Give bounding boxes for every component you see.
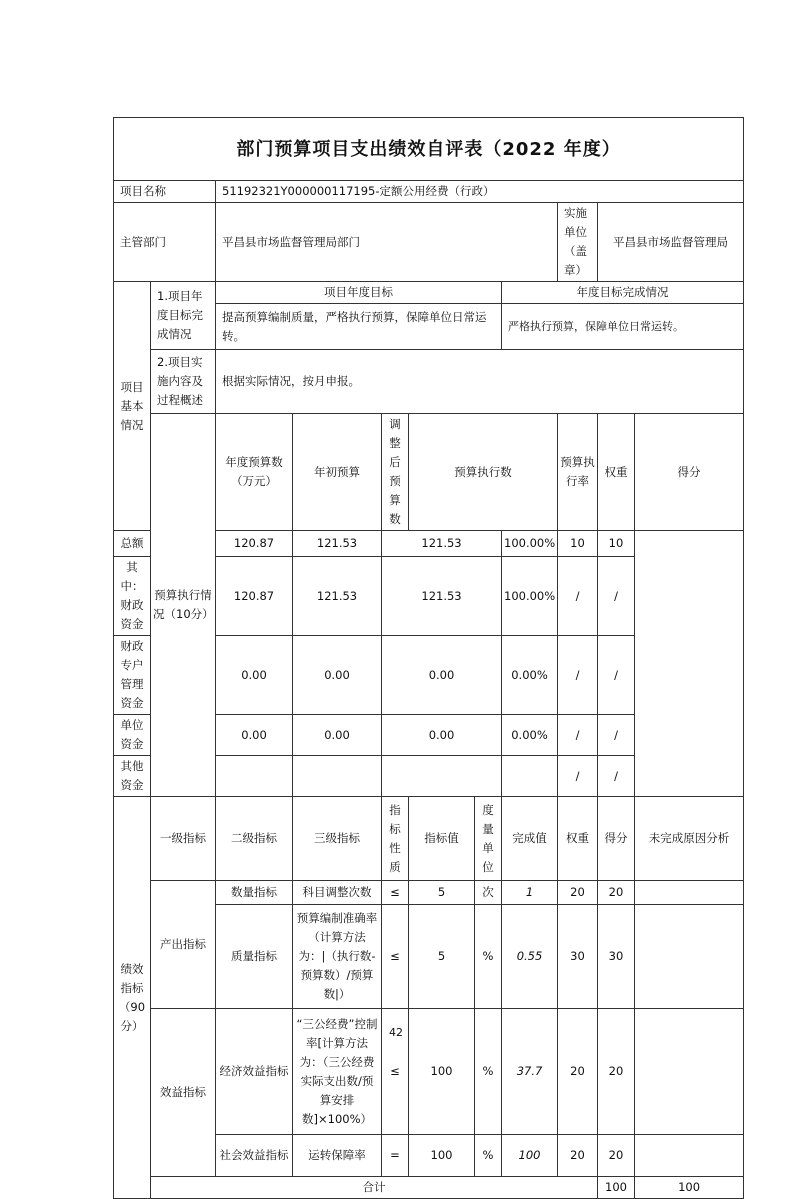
perf-header-cell: 二级指标 (216, 797, 293, 881)
budget-weight: / (558, 636, 598, 715)
basic-section-label: 项目基本情况 (114, 282, 151, 531)
budget-weight: / (558, 557, 598, 636)
indicator-reason (635, 905, 744, 1009)
budget-score: / (598, 557, 635, 636)
level3-indicator: 预算编制准确率（计算方法为：|（执行数-预算数）/预算数|） (293, 905, 382, 1009)
perf-header-cell: 度量单位 (475, 797, 502, 881)
indicator-score: 20 (598, 1135, 635, 1177)
budget-weight: / (558, 715, 598, 756)
goal-text: 提高预算编制质量，严格执行预算，保障单位日常运转。 (216, 304, 502, 350)
indicator-unit: % (475, 1009, 502, 1135)
level3-indicator: “三公经费”控制率[计算方法为：（三公经费实际支出数/预算安排数]×100%） (293, 1009, 382, 1135)
budget-score: / (598, 715, 635, 756)
budget-adjusted: 121.53 (293, 531, 382, 557)
indicator-target: 100 (409, 1009, 475, 1135)
indicator-weight: 30 (558, 905, 598, 1009)
level2-indicator: 经济效益指标 (216, 1009, 293, 1135)
perf-header-cell: 一级指标 (151, 797, 216, 881)
perf-header-cell: 指标值 (409, 797, 475, 881)
indicator-nature: ≤ (382, 881, 409, 905)
budget-header-cell: 年度预算数（万元） (216, 414, 293, 531)
indicator-score: 30 (598, 905, 635, 1009)
budget-adjusted: 0.00 (293, 636, 382, 715)
indicator-target: 5 (409, 881, 475, 905)
budget-header-cell: 调整后预算数 (382, 414, 409, 531)
budget-score: / (598, 756, 635, 797)
output-indicator-label: 产出指标 (151, 881, 216, 1009)
dept-label: 主管部门 (114, 203, 216, 282)
budget-weight: / (558, 756, 598, 797)
level2-indicator: 社会效益指标 (216, 1135, 293, 1177)
indicator-weight: 20 (558, 1009, 598, 1135)
budget-executed: 0.00 (382, 715, 502, 756)
perf-header-cell: 得分 (598, 797, 635, 881)
budget-header-cell: 得分 (635, 414, 744, 531)
budget-executed: 121.53 (382, 557, 502, 636)
budget-row-name: 财政专户管理资金 (114, 636, 151, 715)
budget-header-cell: 权重 (598, 414, 635, 531)
budget-executed: 121.53 (382, 531, 502, 557)
level3-indicator: 运转保障率 (293, 1135, 382, 1177)
level2-indicator: 数量指标 (216, 881, 293, 905)
budget-executed: 0.00 (382, 636, 502, 715)
level2-indicator: 质量指标 (216, 905, 293, 1009)
budget-rate: 0.00% (502, 715, 558, 756)
indicator-unit: 次 (475, 881, 502, 905)
impl-unit-value: 平昌县市场监督管理局 (598, 203, 744, 282)
done-text: 严格执行预算，保障单位日常运转。 (502, 304, 744, 350)
indicator-score: 20 (598, 881, 635, 905)
total-label: 合计 (151, 1177, 598, 1199)
indicator-nature: ≤ (382, 1009, 409, 1135)
indicator-nature: = (382, 1135, 409, 1177)
indicator-reason (635, 1135, 744, 1177)
project-name-value: 51192321Y000000117195-定额公用经费（行政） (216, 181, 744, 203)
indicator-unit: % (475, 1135, 502, 1177)
budget-adjusted: 121.53 (293, 557, 382, 636)
budget-initial (216, 756, 293, 797)
benefit-indicator-label: 效益指标 (151, 1009, 216, 1177)
budget-score: / (598, 636, 635, 715)
budget-adjusted: 0.00 (293, 715, 382, 756)
impl-unit-label: 实施单位（盖章） (558, 203, 598, 282)
budget-header-cell: 预算执行数 (409, 414, 558, 531)
impl-content-text: 根据实际情况，按月申报。 (216, 350, 744, 414)
indicator-actual: 1 (502, 881, 558, 905)
budget-section-label: 预算执行情况（10分） (151, 414, 216, 797)
budget-rate: 100.00% (502, 531, 558, 557)
level3-indicator: 科目调整次数 (293, 881, 382, 905)
project-name-label: 项目名称 (114, 181, 216, 203)
perf-header-cell: 完成值 (502, 797, 558, 881)
indicator-nature: ≤ (382, 905, 409, 1009)
budget-rate (502, 756, 558, 797)
indicator-actual: 0.55 (502, 905, 558, 1009)
total-score: 100 (635, 1177, 744, 1199)
budget-initial: 0.00 (216, 636, 293, 715)
indicator-score: 20 (598, 1009, 635, 1135)
budget-rate: 100.00% (502, 557, 558, 636)
indicator-actual: 37.7 (502, 1009, 558, 1135)
perf-header-cell: 三级指标 (293, 797, 382, 881)
perf-header-cell: 指标性质 (382, 797, 409, 881)
goal-header: 项目年度目标 (216, 282, 502, 304)
table-title: 部门预算项目支出绩效自评表（2022 年度） (114, 118, 744, 181)
budget-executed (382, 756, 502, 797)
indicator-target: 5 (409, 905, 475, 1009)
budget-row-name: 总额 (114, 531, 151, 557)
budget-score: 10 (598, 531, 635, 557)
indicator-weight: 20 (558, 1135, 598, 1177)
indicator-unit: % (475, 905, 502, 1009)
budget-row-name: 其中：财政资金 (114, 557, 151, 636)
budget-initial: 0.00 (216, 715, 293, 756)
budget-header-cell: 预算执行率 (558, 414, 598, 531)
total-weight: 100 (598, 1177, 635, 1199)
budget-row-name: 其他资金 (114, 756, 151, 797)
indicator-actual: 100 (502, 1135, 558, 1177)
budget-adjusted (293, 756, 382, 797)
budget-rate: 0.00% (502, 636, 558, 715)
indicator-target: 100 (409, 1135, 475, 1177)
page-number: 42 (389, 1026, 403, 1039)
budget-initial: 120.87 (216, 557, 293, 636)
done-header: 年度目标完成情况 (502, 282, 744, 304)
perf-header-cell: 权重 (558, 797, 598, 881)
budget-row-name: 单位资金 (114, 715, 151, 756)
perf-header-cell: 未完成原因分析 (635, 797, 744, 881)
budget-header-cell: 年初预算 (293, 414, 382, 531)
budget-weight: 10 (558, 531, 598, 557)
budget-initial: 120.87 (216, 531, 293, 557)
dept-value: 平昌县市场监督管理局部门 (216, 203, 558, 282)
budget-reason (635, 531, 744, 797)
goal-label: 1.项目年度目标完成情况 (151, 282, 216, 350)
indicator-reason (635, 881, 744, 905)
perf-section-label: 绩效指标（90分） (114, 797, 151, 1199)
impl-content-label: 2.项目实施内容及过程概述 (151, 350, 216, 414)
indicator-weight: 20 (558, 881, 598, 905)
